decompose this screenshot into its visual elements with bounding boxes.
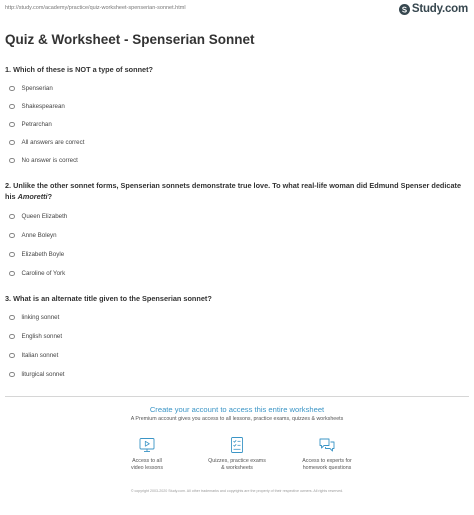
radio-button[interactable]: [9, 86, 15, 92]
feature-experts: [277, 436, 377, 472]
question-1: 1. Which of these is NOT a type of sonnet?: [5, 65, 153, 74]
section-divider: [5, 396, 469, 397]
question-2-text: 2. Unlike the other sonnet forms, Spenserian sonnets demonstrate true love. To what real-life woman did Edmund Spenser dedicate his: [5, 181, 462, 201]
feature-line: homework questions: [302, 465, 352, 471]
create-account-link[interactable]: Create your account to access this entire worksheet: [149, 405, 325, 414]
question-2: [5, 180, 467, 202]
feature-text: [187, 458, 287, 472]
answer-label: Shakespearean: [21, 103, 65, 110]
answer-label: Spenserian: [21, 85, 53, 92]
premium-description: A Premium account gives you access to all lessons, practice exams, quizzes & worksheets: [130, 416, 344, 422]
radio-button[interactable]: [9, 372, 15, 378]
answer-option[interactable]: [9, 270, 65, 277]
answer-option[interactable]: [9, 352, 58, 359]
radio-button[interactable]: [9, 122, 15, 128]
page-title: Quiz & Worksheet - Spenserian Sonnet: [5, 32, 255, 47]
answer-option[interactable]: [9, 139, 84, 146]
video-lesson-icon: [138, 436, 156, 454]
answer-label: Italian sonnet: [21, 352, 59, 359]
answer-option[interactable]: [9, 121, 52, 128]
copyright-notice: © copyright 2003-2020 Study.com. All other trademarks and copyrights are the property of their respective owners. All rights reserved.: [130, 489, 344, 493]
expert-chat-icon: [318, 436, 336, 454]
feature-text: [277, 458, 377, 472]
question-3: 3. What is an alternate title given to the Spenserian sonnet?: [5, 294, 212, 303]
feature-line: Access to all: [132, 458, 162, 464]
answer-option[interactable]: [9, 85, 53, 92]
question-2-italic-title: Amoretti: [17, 192, 48, 201]
radio-button[interactable]: [9, 140, 15, 146]
answer-option[interactable]: [9, 157, 78, 164]
logo-text: Study.com: [411, 3, 468, 15]
feature-text: [97, 458, 197, 472]
radio-button[interactable]: [9, 233, 15, 239]
radio-button[interactable]: [9, 353, 15, 359]
answer-option[interactable]: [9, 232, 57, 239]
answer-label: No answer is correct: [21, 157, 78, 164]
radio-button[interactable]: [9, 315, 15, 321]
feature-line: Quizzes, practice exams: [208, 458, 266, 464]
quiz-icon: [228, 436, 246, 454]
feature-quizzes: [187, 436, 287, 472]
answer-label: Caroline of York: [21, 270, 66, 277]
answer-option[interactable]: [9, 103, 65, 110]
radio-button[interactable]: [9, 104, 15, 110]
page-header: [0, 0, 474, 18]
answer-label: linking sonnet: [21, 314, 60, 321]
answer-label: Elizabeth Boyle: [21, 251, 65, 258]
radio-button[interactable]: [9, 252, 15, 258]
radio-button[interactable]: [9, 271, 15, 277]
feature-video-lessons: [97, 436, 197, 472]
answer-label: English sonnet: [21, 333, 63, 340]
answer-option[interactable]: [9, 213, 67, 220]
answer-option[interactable]: [9, 314, 59, 321]
feature-line: video lessons: [130, 465, 164, 471]
answer-label: liturgical sonnet: [21, 371, 65, 378]
answer-label: All answers are correct: [21, 139, 85, 146]
question-2-end: ?: [47, 192, 53, 201]
answer-option[interactable]: [9, 251, 64, 258]
answer-label: Anne Boleyn: [21, 232, 57, 239]
answer-option[interactable]: [9, 371, 65, 378]
logo-mark-icon: [399, 4, 410, 15]
answer-label: Queen Elizabeth: [21, 213, 68, 220]
page-url: http://study.com/academy/practice/quiz-worksheet-spenserian-sonnet.html: [5, 5, 186, 11]
feature-line: Access to experts for: [302, 458, 352, 464]
radio-button[interactable]: [9, 214, 15, 220]
feature-line: & worksheets: [221, 465, 253, 471]
radio-button[interactable]: [9, 334, 15, 340]
study-logo[interactable]: [399, 2, 468, 16]
answer-label: Petrarchan: [21, 121, 52, 128]
radio-button[interactable]: [9, 158, 15, 164]
answer-option[interactable]: [9, 333, 62, 340]
